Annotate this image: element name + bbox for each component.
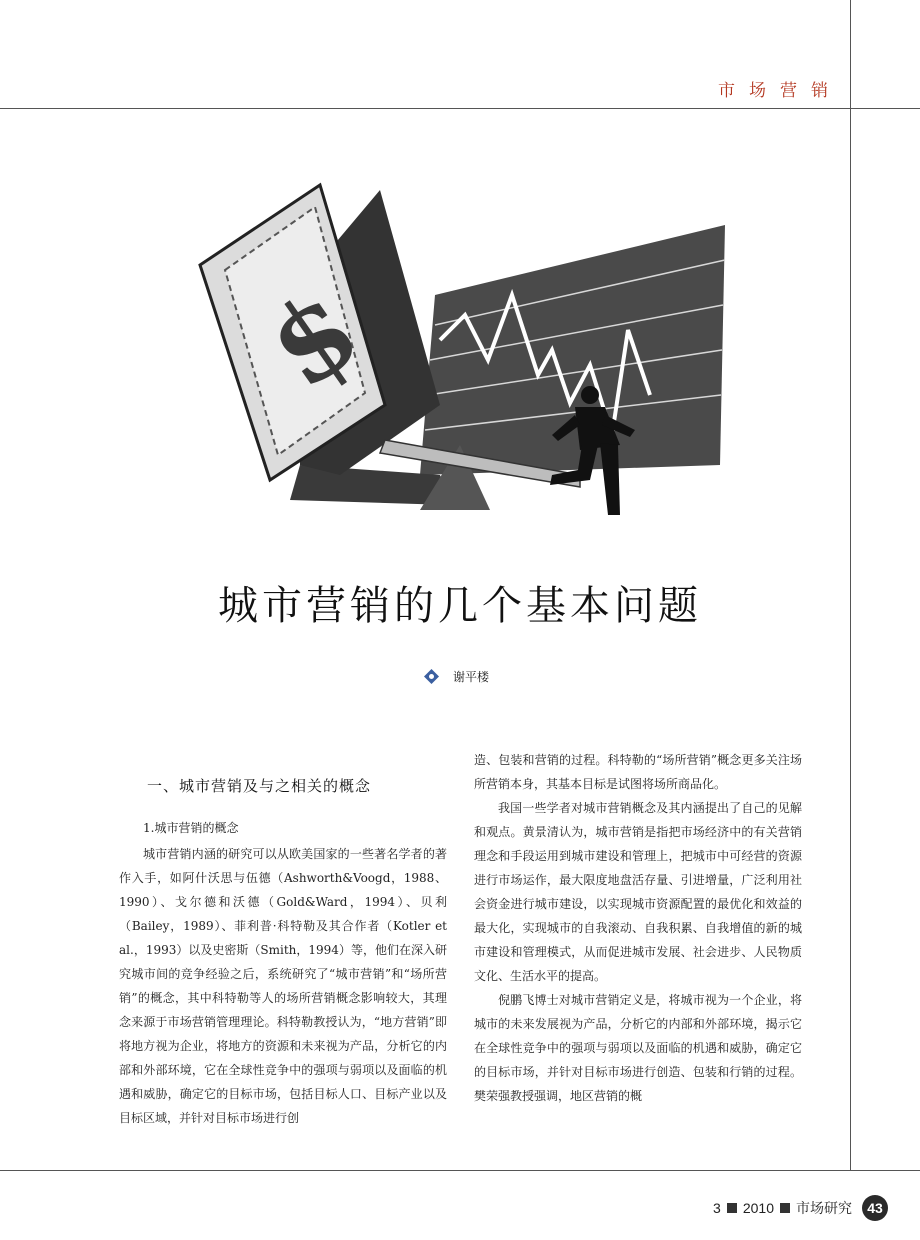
issue-number: 3	[713, 1200, 721, 1216]
dollar-sign: $	[244, 264, 382, 414]
diamond-bullet-icon	[424, 669, 439, 684]
footer-rule	[0, 1170, 920, 1171]
square-separator-icon	[727, 1203, 737, 1213]
left-column	[119, 742, 447, 1130]
article-title: 城市营销的几个基本问题	[218, 583, 702, 629]
author-name: 谢平楼	[453, 670, 490, 684]
body-paragraph: 倪鹏飞博士对城市营销定义是，将城市视为一个企业，将城市的未来发展视为产品，分析它的内部和外部环境，揭示它在全球性竞争中的强项与弱项以及面临的机遇和威胁，确定它的目标市场，并针对目标市场进行创造、包装和行销的过程。樊荣强教授强调，地区营销的概	[474, 993, 802, 1103]
author-line	[424, 668, 489, 685]
page-footer	[713, 1195, 888, 1221]
right-column	[474, 748, 802, 1108]
section-name: 市场营销	[718, 81, 842, 101]
journal-name: 市场研究	[796, 1200, 852, 1216]
page-number: 43	[862, 1195, 888, 1221]
header-rule	[0, 108, 920, 109]
section-heading: 一、城市营销及与之相关的概念	[147, 777, 372, 795]
body-paragraph: 城市营销内涵的研究可以从欧美国家的一些著名学者的著作入手，如阿什沃思与伍德（Ashworth&Voogd，1988、1990）、戈尔德和沃德（Gold&Ward，1994）、贝利（Bailey，1989）、菲利普·科特勒及其合作者（Kotler et al.，1993）以及史密斯（Smith，1994）等，他们在深入研究城市间的竞争经验之后，系统研究了“城市营销”和“场所营销”的概念，其中科特勒等人的场所营销概念影响较大，其理念来源于市场营销管理理论。科特勒教授认为，“地方营销”即将地方视为企业，将地方的资源和未来视为产品，分析它的内部和外部环境，它在全球性竞争中的强项与弱项以及面临的机遇和威胁，确定它的目标市场，包括目标人口、目标产业以及目标区域，并针对目标市场进行创	[119, 847, 447, 1125]
chart-board	[420, 225, 725, 475]
body-paragraph: 我国一些学者对城市营销概念及其内涵提出了自己的见解和观点。黄景清认为，城市营销是指把市场经济中的有关营销理念和手段运用到城市建设和管理上，把城市中可经营的资源进行市场运作，最大限度地盘活存量、引进增量，广泛利用社会资金进行城市建设，以实现城市资源配置的最优化和效益的最大化，实现城市的自我滚动、自我积累、自我增值的新的城市建设和管理模式，从而促进城市发展、社会进步、人民物质文化、生活水平的提高。	[474, 801, 802, 983]
money-chart-illustration	[150, 145, 770, 525]
year: 2010	[742, 1200, 774, 1216]
subsection-heading: 1.城市营销的概念	[143, 821, 239, 835]
body-paragraph: 造、包装和营销的过程。科特勒的“场所营销”概念更多关注场所营销本身，其基本目标是试图将场所商品化。	[474, 753, 802, 791]
square-separator-icon	[780, 1203, 790, 1213]
